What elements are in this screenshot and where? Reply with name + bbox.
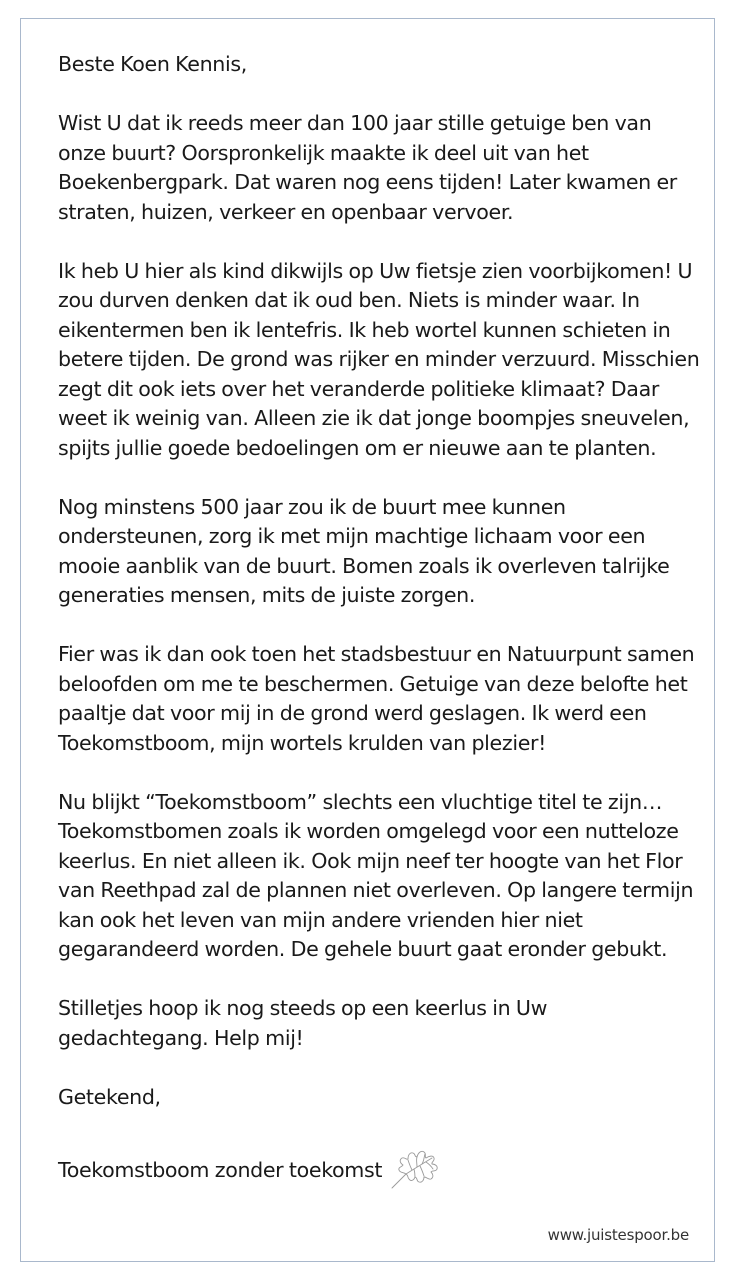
letter-paragraph-3: Nog minstens 500 jaar zou ik de buurt mee kunnen ondersteunen, zorg ik met mijn machtige lichaam voor een mooie aanblik van de buurt. Bomen zoals ik overleven talrijke generaties mensen, mits de juiste zorgen. [58,494,670,607]
letter-paragraph-6: Stilletjes hoop ik nog steeds op een keerlus in Uw gedachtegang. Help mij! [58,996,548,1050]
letter-paragraph-2: Ik heb U hier als kind dikwijls op Uw fietsje zien voorbijkomen! U zou durven denken dat ik oud ben. Niets is minder waar. In eikentermen ben ik lentefris. Ik heb wortel kunnen schieten in betere tijden. De grond was rijker en minder verzuurd. Misschien zegt dit ook iets over het veranderde politieke klimaat? Daar weet ik weinig van. Alleen zie ik dat jonge boompjes sneuvelen, spijts jullie goede bedoelingen om er nieuwe aan te planten. [58,258,700,460]
signature-line [58,1142,703,1186]
letter-greeting: Beste Koen Kennis, [58,52,247,76]
website-url: www.juistespoor.be [547,1226,689,1244]
letter-closing: Getekend, [58,1084,161,1109]
letter-paragraph-1: Wist U dat ik reeds meer dan 100 jaar stille getuige ben van onze buurt? Oorspronkelijk maakte ik deel uit van het Boekenbergpark. Dat waren nog eens tijden! Later kwamen er straten, huizen, verkeer en openbaar vervoer. [58,111,677,224]
letter-paragraph-4: Fier was ik dan ook toen het stadsbestuur en Natuurpunt samen beloofden om me te beschermen. Getuige van deze belofte het paaltje dat voor mij in de grond werd geslagen. Ik werd een Toekomstboom, mijn wortels krulden van plezier! [58,642,695,755]
letter-body [58,50,703,1186]
letter-signature: Toekomstboom zonder toekomst [58,1158,383,1182]
oak-leaf-icon [386,1142,448,1192]
letter-paragraph-5: Nu blijkt “Toekomstboom” slechts een vluchtige titel te zijn… Toekomstbomen zoals ik worden omgelegd voor een nutteloze keerlus. En niet alleen ik. Ook mijn neef ter hoogte van het Flor van Reethpad zal de plannen niet overleven. Op langere termijn kan ook het leven van mijn andere vrienden hier niet gegarandeerd worden. De gehele buurt gaat eronder gebukt. [58,789,694,961]
